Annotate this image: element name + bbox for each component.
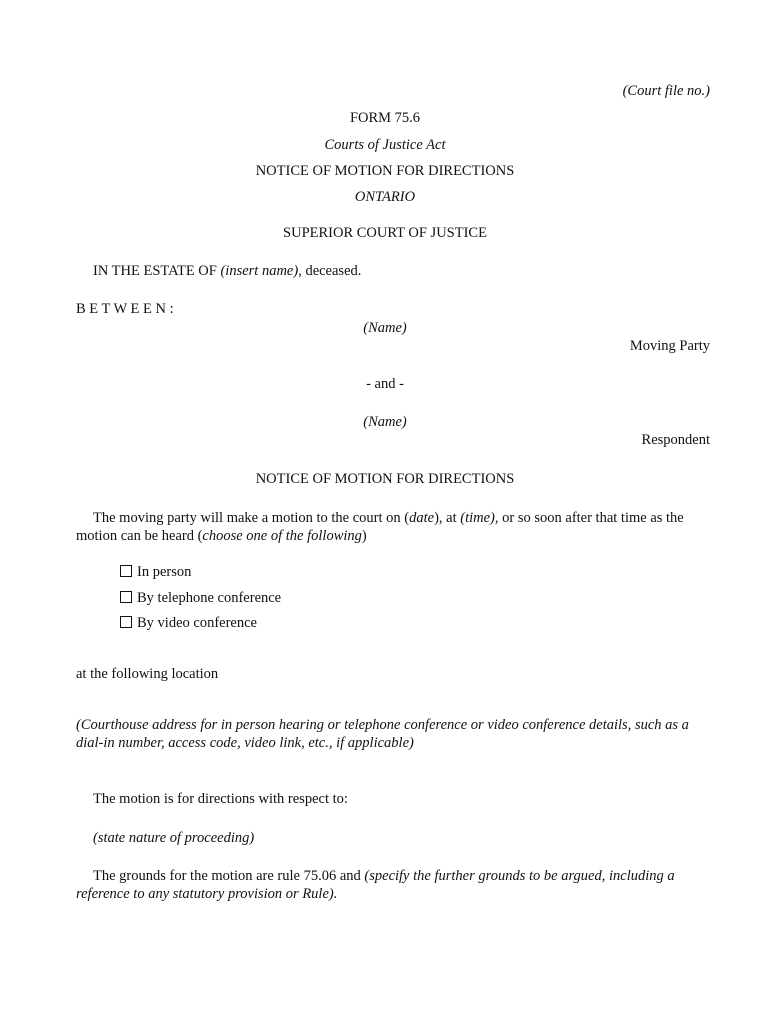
and-separator: - and - — [366, 376, 404, 392]
grounds-hint: (specify the further grounds to be argued, including a reference to any statutory provision or Rule). — [76, 868, 675, 902]
court-file-number: (Court file no.) — [622, 83, 710, 99]
document-title: NOTICE OF MOTION FOR DIRECTIONS — [255, 163, 515, 179]
motion-time-placeholder: (time), — [460, 510, 499, 526]
option-video-conference[interactable] — [120, 614, 257, 632]
telephone-checkbox[interactable] — [120, 591, 132, 603]
between-label: B E T W E E N : — [76, 301, 174, 317]
directions-intro: The motion is for directions with respect to: — [93, 791, 348, 807]
section-title: NOTICE OF MOTION FOR DIRECTIONS — [255, 471, 515, 487]
respondent-name: (Name) — [363, 414, 407, 430]
motion-date-placeholder: date — [409, 510, 435, 526]
option-telephone-conference[interactable] — [120, 589, 281, 607]
grounds-text: The grounds for the motion are rule 75.06 and — [93, 868, 365, 884]
moving-party-name: (Name) — [363, 320, 407, 336]
in-person-checkbox[interactable] — [120, 565, 132, 577]
court-name: SUPERIOR COURT OF JUSTICE — [283, 225, 487, 241]
option-in-person[interactable] — [120, 563, 191, 581]
motion-choose-hint: choose one of the following — [202, 528, 362, 544]
in-person-label: In person — [137, 564, 192, 580]
video-checkbox[interactable] — [120, 616, 132, 628]
grounds-paragraph — [76, 867, 712, 903]
estate-line — [93, 262, 361, 280]
motion-text-2: ), at — [434, 510, 461, 526]
nature-hint: (state nature of proceeding) — [93, 830, 255, 846]
motion-paragraph — [76, 509, 712, 545]
estate-prefix: IN THE ESTATE OF — [93, 263, 221, 279]
jurisdiction: ONTARIO — [354, 189, 416, 205]
estate-name-placeholder: (insert name) — [220, 263, 299, 279]
form-number: FORM 75.6 — [349, 110, 421, 126]
video-label: By video conference — [137, 615, 257, 631]
estate-suffix: , deceased. — [298, 263, 362, 279]
location-hint: (Courthouse address for in person hearing or telephone conference or video conference details, such as a dial-in number, access code, video link, etc., if applicable) — [76, 717, 689, 751]
moving-party-role: Moving Party — [629, 338, 710, 354]
motion-text-1: The moving party will make a motion to the court on ( — [93, 510, 410, 526]
location-label: at the following location — [76, 666, 219, 682]
motion-text-3: or so soon after that time as the motion can be heard ( — [76, 510, 684, 544]
respondent-role: Respondent — [641, 432, 710, 448]
act-name: Courts of Justice Act — [324, 137, 446, 153]
motion-text-4: ) — [361, 528, 367, 544]
telephone-label: By telephone conference — [137, 590, 282, 606]
